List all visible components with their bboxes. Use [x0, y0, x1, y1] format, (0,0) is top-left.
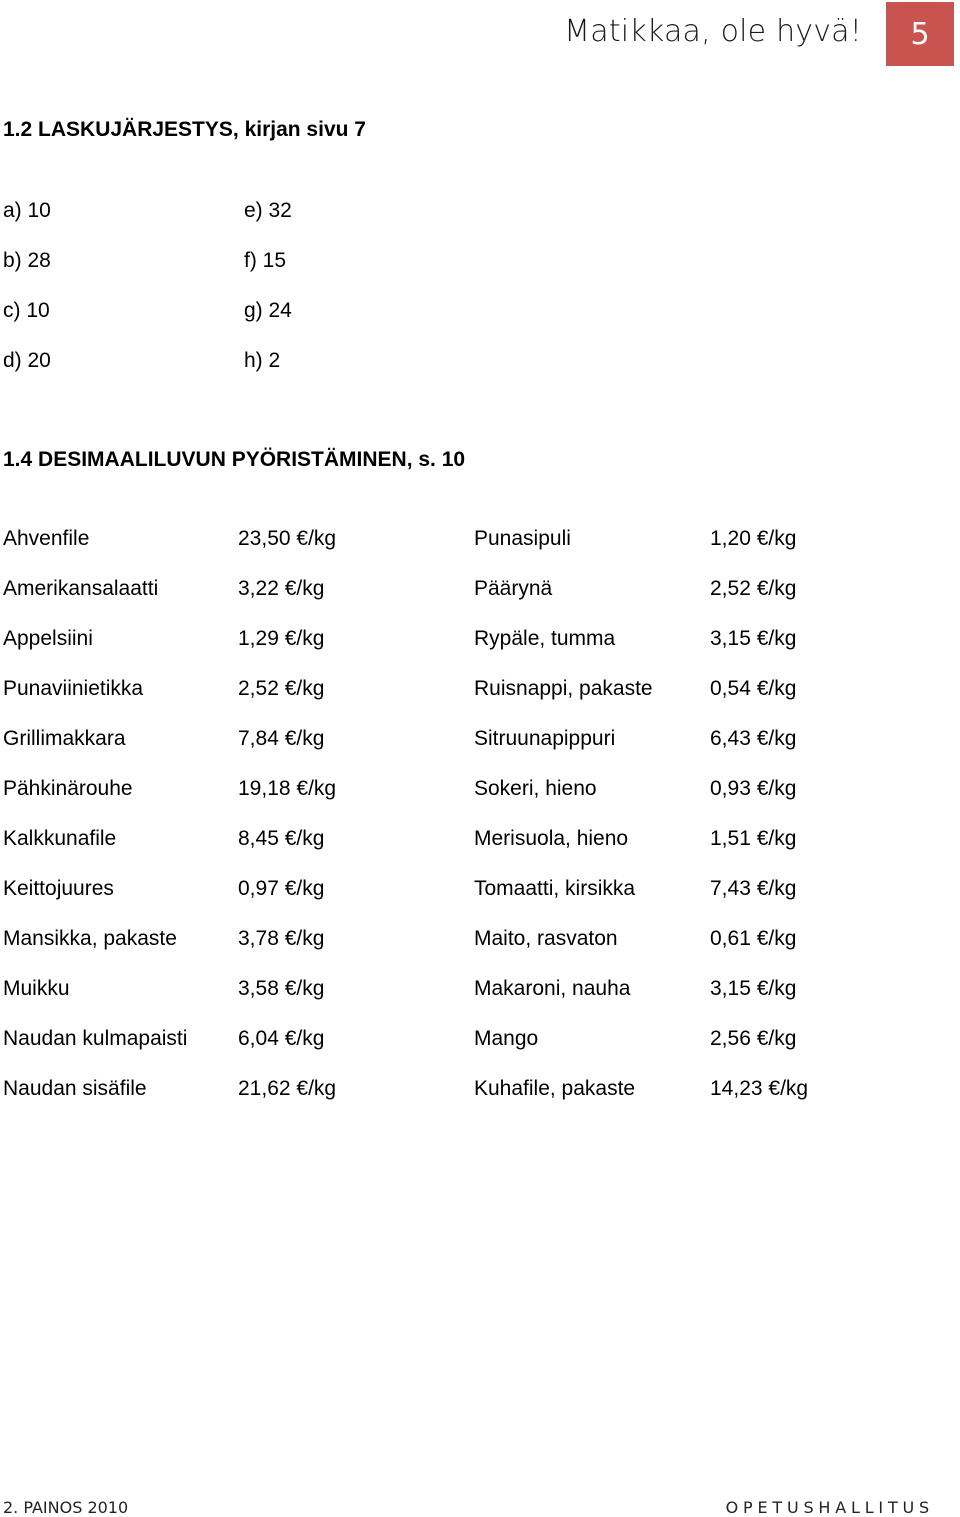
product-price: 0,93 €/kg — [710, 777, 797, 800]
product-price: 0,61 €/kg — [710, 927, 797, 950]
footer-publisher: OPETUSHALLITUS — [725, 1498, 934, 1517]
product-name: Päärynä — [474, 577, 553, 600]
product-price: 0,97 €/kg — [238, 877, 325, 900]
product-name: Naudan sisäfile — [3, 1077, 147, 1100]
product-name: Ahvenfile — [3, 527, 90, 550]
product-name: Makaroni, nauha — [474, 977, 631, 1000]
answer-item: d) 20 — [3, 349, 51, 372]
product-price: 3,15 €/kg — [710, 627, 797, 650]
product-price: 1,51 €/kg — [710, 827, 797, 850]
product-price: 7,84 €/kg — [238, 727, 325, 750]
product-name: Grillimakkara — [3, 727, 126, 750]
product-price: 7,43 €/kg — [710, 877, 797, 900]
product-price: 2,52 €/kg — [710, 577, 797, 600]
product-price: 8,45 €/kg — [238, 827, 325, 850]
footer-edition: 2. PAINOS 2010 — [3, 1498, 129, 1517]
product-name: Sitruunapippuri — [474, 727, 616, 750]
product-price: 2,52 €/kg — [238, 677, 325, 700]
page-header-title: Matikkaa, ole hyvä! — [564, 14, 862, 49]
answer-item: g) 24 — [244, 299, 292, 322]
product-price: 3,58 €/kg — [238, 977, 325, 1000]
product-price: 2,56 €/kg — [710, 1027, 797, 1050]
product-price: 1,29 €/kg — [238, 627, 325, 650]
product-name: Rypäle, tumma — [474, 627, 616, 650]
product-name: Naudan kulmapaisti — [3, 1027, 188, 1050]
product-name: Kuhafile, pakaste — [474, 1077, 636, 1100]
page-number-badge: 5 — [886, 2, 954, 66]
product-name: Maito, rasvaton — [474, 927, 618, 950]
product-name: Punaviinietikka — [3, 677, 144, 700]
product-name: Pähkinärouhe — [3, 777, 133, 800]
product-name: Mansikka, pakaste — [3, 927, 177, 950]
answer-item: e) 32 — [244, 199, 292, 222]
answer-item: f) 15 — [244, 249, 287, 272]
product-price: 3,22 €/kg — [238, 577, 325, 600]
product-price: 14,23 €/kg — [710, 1077, 809, 1100]
section-heading-pyoristaminen: 1.4 DESIMAALILUVUN PYÖRISTÄMINEN, s. 10 — [3, 448, 466, 471]
product-name: Muikku — [3, 977, 70, 1000]
product-price: 3,78 €/kg — [238, 927, 325, 950]
answer-item: a) 10 — [3, 199, 51, 222]
product-name: Amerikansalaatti — [3, 577, 159, 600]
product-name: Tomaatti, kirsikka — [474, 877, 636, 900]
product-name: Mango — [474, 1027, 539, 1050]
product-price: 21,62 €/kg — [238, 1077, 337, 1100]
product-price: 3,15 €/kg — [710, 977, 797, 1000]
product-name: Appelsiini — [3, 627, 93, 650]
answer-item: b) 28 — [3, 249, 51, 272]
product-price: 0,54 €/kg — [710, 677, 797, 700]
product-price: 23,50 €/kg — [238, 527, 337, 550]
product-name: Punasipuli — [474, 527, 571, 550]
product-name: Ruisnappi, pakaste — [474, 677, 653, 700]
product-price: 6,04 €/kg — [238, 1027, 325, 1050]
product-price: 19,18 €/kg — [238, 777, 337, 800]
answer-item: h) 2 — [244, 349, 281, 372]
product-price: 6,43 €/kg — [710, 727, 797, 750]
section-heading-laskujarjestys: 1.2 LASKUJÄRJESTYS, kirjan sivu 7 — [3, 118, 366, 141]
product-price: 1,20 €/kg — [710, 527, 797, 550]
answer-item: c) 10 — [3, 299, 50, 322]
product-name: Merisuola, hieno — [474, 827, 629, 850]
product-name: Sokeri, hieno — [474, 777, 597, 800]
product-name: Keittojuures — [3, 877, 114, 900]
product-name: Kalkkunafile — [3, 827, 117, 850]
